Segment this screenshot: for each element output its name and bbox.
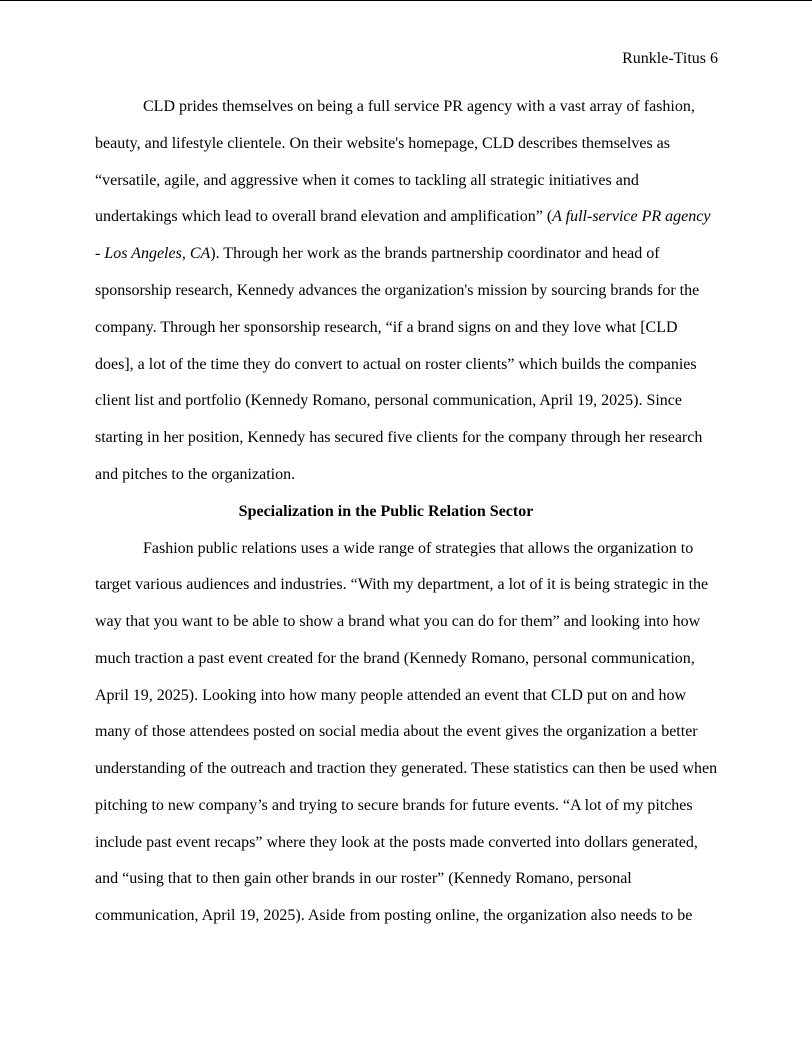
text-line: company. Through her sponsorship research, “if a brand signs on and they love what [CLD [95, 319, 678, 336]
text-line [95, 244, 660, 264]
text-line: does], a lot of the time they do convert to actual on roster clients” which builds the companies [95, 356, 697, 373]
text-line: way that you want to be able to show a brand what you can do for them” and looking into how [95, 613, 701, 630]
section-heading: Specialization in the Public Relation Sector [238, 503, 534, 520]
running-head: Runkle-Titus 6 [622, 50, 718, 67]
text-line: much traction a past event created for the brand (Kennedy Romano, personal communication, [95, 650, 695, 667]
text-line: beauty, and lifestyle clientele. On their website's homepage, CLD describes themselves as [95, 135, 670, 152]
text-line: understanding of the outreach and traction they generated. These statistics can then be used when [95, 760, 718, 777]
text-line: CLD prides themselves on being a full service PR agency with a vast array of fashion, [143, 98, 695, 115]
text-line: starting in her position, Kennedy has secured five clients for the company through her research [95, 429, 703, 446]
text-line: Fashion public relations uses a wide range of strategies that allows the organization to [143, 540, 694, 557]
text-line: and pitches to the organization. [95, 466, 296, 483]
citation-title: A full-service PR agency [552, 208, 711, 225]
text-run: ). Through her work as the brands partnership coordinator and head of [210, 245, 660, 262]
text-run: undertakings which lead to overall brand elevation and amplification” ( [95, 208, 553, 225]
citation-title: - Los Angeles, CA [95, 245, 211, 262]
text-line: client list and portfolio (Kennedy Romano, personal communication, April 19, 2025). Since [95, 392, 682, 409]
text-line: April 19, 2025). Looking into how many people attended an event that CLD put on and how [95, 687, 686, 704]
text-line: sponsorship research, Kennedy advances the organization's mission by sourcing brands for the [95, 282, 700, 299]
text-line: target various audiences and industries. “With my department, a lot of it is being strategic in the [95, 576, 709, 593]
text-line: communication, April 19, 2025). Aside from posting online, the organization also needs to be [95, 907, 693, 924]
text-line: “versatile, agile, and aggressive when it comes to tackling all strategic initiatives and [95, 172, 639, 189]
text-line: pitching to new company’s and trying to secure brands for future events. “A lot of my pitches [95, 797, 693, 814]
text-line: and “using that to then gain other brands in our roster” (Kennedy Romano, personal [95, 870, 632, 887]
text-line [95, 207, 710, 227]
text-line: many of those attendees posted on social media about the event gives the organization a better [95, 723, 698, 740]
text-line: include past event recaps” where they look at the posts made converted into dollars generated, [95, 834, 698, 851]
